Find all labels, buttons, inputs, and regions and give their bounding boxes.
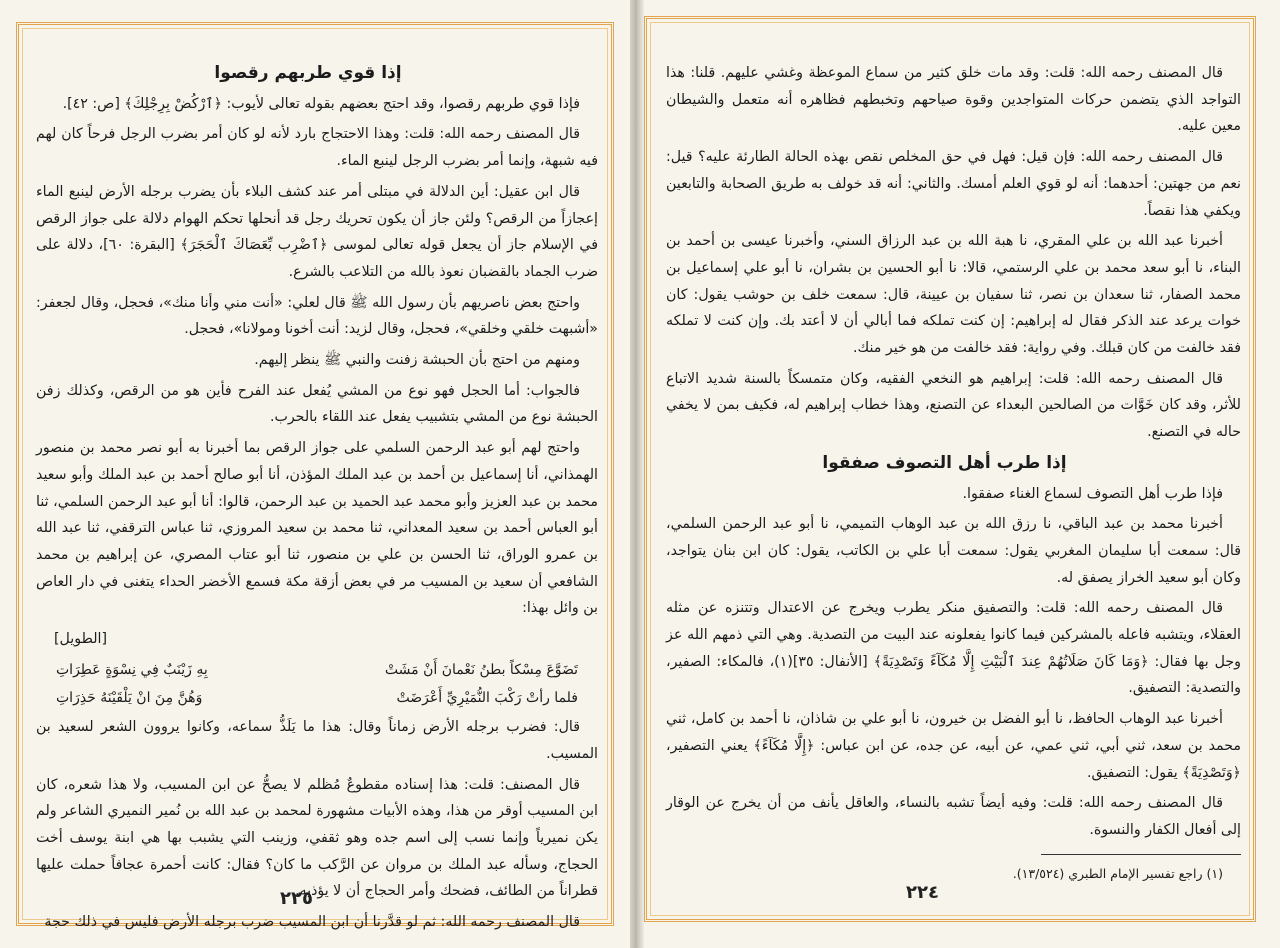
poem-verse — [36, 685, 598, 712]
paragraph: قال المصنف رحمه الله: قلت: والتصفيق منكر يطرب ويخرج عن الاعتدال وتتنزه عن مثله العقلاء، ويتشبه فاعله بالمشركين فيما كانوا يفعلونه عند البيت من التصدية. وهي التي ذمهم الله عز وجل بها فقال: ﴿وَمَا كَانَ صَلَاتُهُمْ عِندَ ٱلْبَيْتِ إِلَّا مُكَآءً وَتَصْدِيَةً﴾ [الأنفال: ٣٥](١)، فالمكاء: الصفير، والتصدية: التصفيق. — [666, 600, 1241, 697]
paragraph: قال: فضرب برجله الأرض زماناً وقال: هذا ما يَلَذُّ سماعه، وكانوا يروون الشعر لسعيد بن المسيب. — [36, 719, 598, 762]
poem-meter-label: [الطويل] — [54, 631, 108, 648]
poem-verse — [36, 657, 598, 684]
verse-second-hemistich: بِهِ زَيْنَبٌ فِي نِسْوَةٍ عَطِرَاتِ — [56, 661, 208, 678]
footnote: (١) راجع تفسير الإمام الطبري (١٣/٥٢٤). — [1012, 865, 1223, 881]
paragraph: فإذا قوي طربهم رقصوا، وقد احتج بعضهم بقوله تعالى لأيوب: ﴿ٱرْكُضْ بِرِجْلِكَ﴾ [ص: ٤٢]. — [62, 95, 580, 112]
right-page — [636, 0, 1280, 948]
left-page — [0, 0, 636, 948]
verse-second-hemistich: وَهُنَّ مِنَ انْ يَلْقَيْنَهُ حَذِرَاتِ — [56, 690, 203, 707]
left-page-text — [36, 60, 598, 940]
paragraph: أخبرنا عبد الوهاب الحافظ، نا أبو الفضل بن خيرون، نا أبو علي بن شاذان، نا أحمد بن كامل، ثني محمد بن سعد، ثني أبي، ثني عمي، عن أبيه، عن جده، عن ابن عباس: ﴿إِلَّا مُكَآءً﴾ يعني التصفير، ﴿وَتَصْدِيَةً﴾ يقول: التصفيق. — [666, 711, 1241, 781]
verse-first-hemistich: تَضَوَّعَ مِسْكاً بطنُ نَعْمانَ أَنْ مَشَتْ — [384, 661, 578, 678]
page-number: ٢٢٥ — [280, 888, 313, 909]
paragraph: قال المصنف رحمه الله: قلت: إبراهيم هو النخعي الفقيه، وكان متمسكاً بالسنة شديد الاتباع للأثر، وقد كان خَوَّات من الصالحين البعداء عن التصنع، وهذا خطاب إبراهيم له، فكيف بمن لا يخفي حاله في التصنع. — [666, 370, 1241, 441]
paragraph: واحتج بعض ناصريهم بأن رسول الله ﷺ قال لعلي: «أنت مني وأنا منك»، فحجل، وقال لجعفر: «أشبهت خلقي وخلقي»، فحجل، وقال لزيد: أنت أخونا ومولانا»، فحجل. — [36, 294, 598, 338]
book-gutter — [630, 0, 644, 948]
paragraph: قال ابن عقيل: أين الدلالة في مبتلى أمر عند كشف البلاء بأن يضرب برجله الأرض لينبع الماء إعجازاً من الرقص؟ ولئن جاز أن يكون تحريك رجل قد أنحلها تحكم الهوام دلالة على جواز الرقص في الإسلام جاز أن يجعل قوله تعالى لموسى ﴿ٱضْرِب بِّعَصَاكَ ٱلْحَجَرَ﴾ [البقرة: ٦٠]، دلالة على ضرب الجماد بالقضبان نعوذ بالله من التلاعب بالشرع. — [36, 183, 598, 280]
verse-first-hemistich: فلما رأتْ رَكْبَ النُّمَيْرِيِّ أَعْرَضَتْ — [396, 690, 578, 707]
paragraph: أخبرنا عبد الله بن علي المقري، نا هبة الله بن عبد الرزاق السني، وأخبرنا عيسى بن أحمد بن البناء، نا أبو سعد محمد بن علي الرستمي، قالا: نا أبو الحسين بن بشران، نا أبو علي إسماعيل بن محمد الصفار، ثنا سعدان بن نصر، ثنا سفيان بن عيينة، قال: سمعت خلف بن حوشب يقول: كان خوات يرعد عند الذكر فقال له إبراهيم: إن كنت تملكه فما أبالي أن لا أعتد بك. وإن كنت لا تملكه فقد خالفت من كان قبلك. وفي رواية: فقد خالفت من هو خير منك. — [666, 233, 1241, 357]
paragraph: قال المصنف رحمه الله: فإن قيل: فهل في حق المخلص نقص بهذه الحالة الطارئة عليه؟ قيل: نعم من جهتين: أحدهما: أنه لو قوي العلم أمسك. والثاني: أنه قد خولف به طريق الصحابة والتابعين ويكفي هذا نقصاً. — [666, 149, 1241, 219]
paragraph: قال المصنف: قلت: هذا إسناده مقطوعٌ مُظلم لا يصحُّ عن ابن المسيب، ولا هذا شعره، كان ابن المسيب أوقر من هذا، وهذه الأبيات مشهورة لمحمد بن عبد الله بن نُمير النميري الشاعر ولم يكن نميرياً وإنما نسب إلى اسم جده وهو ثقفي، وزينب التي يشبب بها هي ابنة يوسف أخت الحجاج، وسأله عبد الملك بن مروان عن الرَّكب ما كان؟ فقال: كانت أحمرة عجافاً حملت عليها قطراناً من الطائف، فضحك وأمر الحجاج أن لا يؤذيه. — [36, 776, 598, 900]
paragraph: أخبرنا محمد بن عبد الباقي، نا رزق الله بن عبد الوهاب التميمي، نا أبو عبد الرحمن السلمي، قال: سمعت أبا سليمان المغربي يقول: سمعت أبا علي بن الكاتب، يقول: كان ابن بنان يتواجد، وكان أبو سعيد الخراز يصفق له. — [666, 516, 1241, 586]
page-number: ٢٢٤ — [906, 882, 939, 903]
paragraph: قال المصنف رحمه الله: ثم لو قدَّرنا أن ابن المسيب ضرب برجله الأرض فليس في ذلك حجة — [44, 914, 580, 931]
footnote-rule — [1041, 854, 1241, 855]
paragraph: قال المصنف رحمه الله: قلت: وقد مات خلق كثير من سماع الموعظة وغشي عليهم. قلنا: هذا التواجد الذي يتضمن حركات المتواجدين وقوة صياحهم وتخبطهم فظاهره أنه متعمل والشيطان معين عليه. — [666, 65, 1241, 135]
paragraph: قال المصنف رحمه الله: قلت: وفيه أيضاً تشبه بالنساء، والعاقل يأنف من أن يخرج عن الوقار إلى أفعال الكفار والنسوة. — [666, 795, 1241, 838]
paragraph: فإذا طرب أهل التصوف لسماع الغناء صفقوا. — [962, 485, 1223, 502]
paragraph: فالجواب: أما الحجل فهو نوع من المشي يُفعل عند الفرح فأين هو من الرقص، وكذلك زفن الحبشة نوع من المشي بتشبيب يفعل عند اللقاء بالحرب. — [36, 382, 598, 426]
section-heading-dance: إذا قوي طربهم رقصوا — [214, 63, 402, 83]
right-page-text — [666, 60, 1241, 891]
paragraph: قال المصنف رحمه الله: قلت: وهذا الاحتجاج بارد لأنه لو كان أمر بضرب الرجل فرحاً كان لهم فيه شبهة، وإنما أمر بضرب الرجل لينبع الماء. — [36, 126, 598, 170]
section-heading-clapping: إذا طرب أهل التصوف صفقوا — [822, 452, 1067, 473]
paragraph: واحتج لهم أبو عبد الرحمن السلمي على جواز الرقص بما أخبرنا به أبو نصر محمد بن منصور الهمذاني، أنا إسماعيل بن أحمد بن عبد الملك المؤذن، أنا أبو صالح أحمد بن عبد الملك وأبو سعيد محمد بن عبد العزيز وأبو محمد عبد الحميد بن عبد الرحمن، قالوا: أنا أبو عبد الرحمن السلمي، ثنا أبو العباس أحمد بن سعيد المعداني، ثنا محمد بن سعيد المروزي، ثنا عباس الترقفي، ثنا عبد الله بن عمرو الوراق، ثنا الحسن بن علي بن منصور، ثنا أبو عتاب المصري، عن إبراهيم بن محمد الشافعي أن سعيد بن المسيب مر في بعض أزقة مكة فسمع الأخضر الحداء يتغنى في دار العاص بن وائل بهذا: — [36, 440, 598, 617]
paragraph: ومنهم من احتج بأن الحبشة زفنت والنبي ﷺ ينظر إليهم. — [254, 352, 580, 369]
